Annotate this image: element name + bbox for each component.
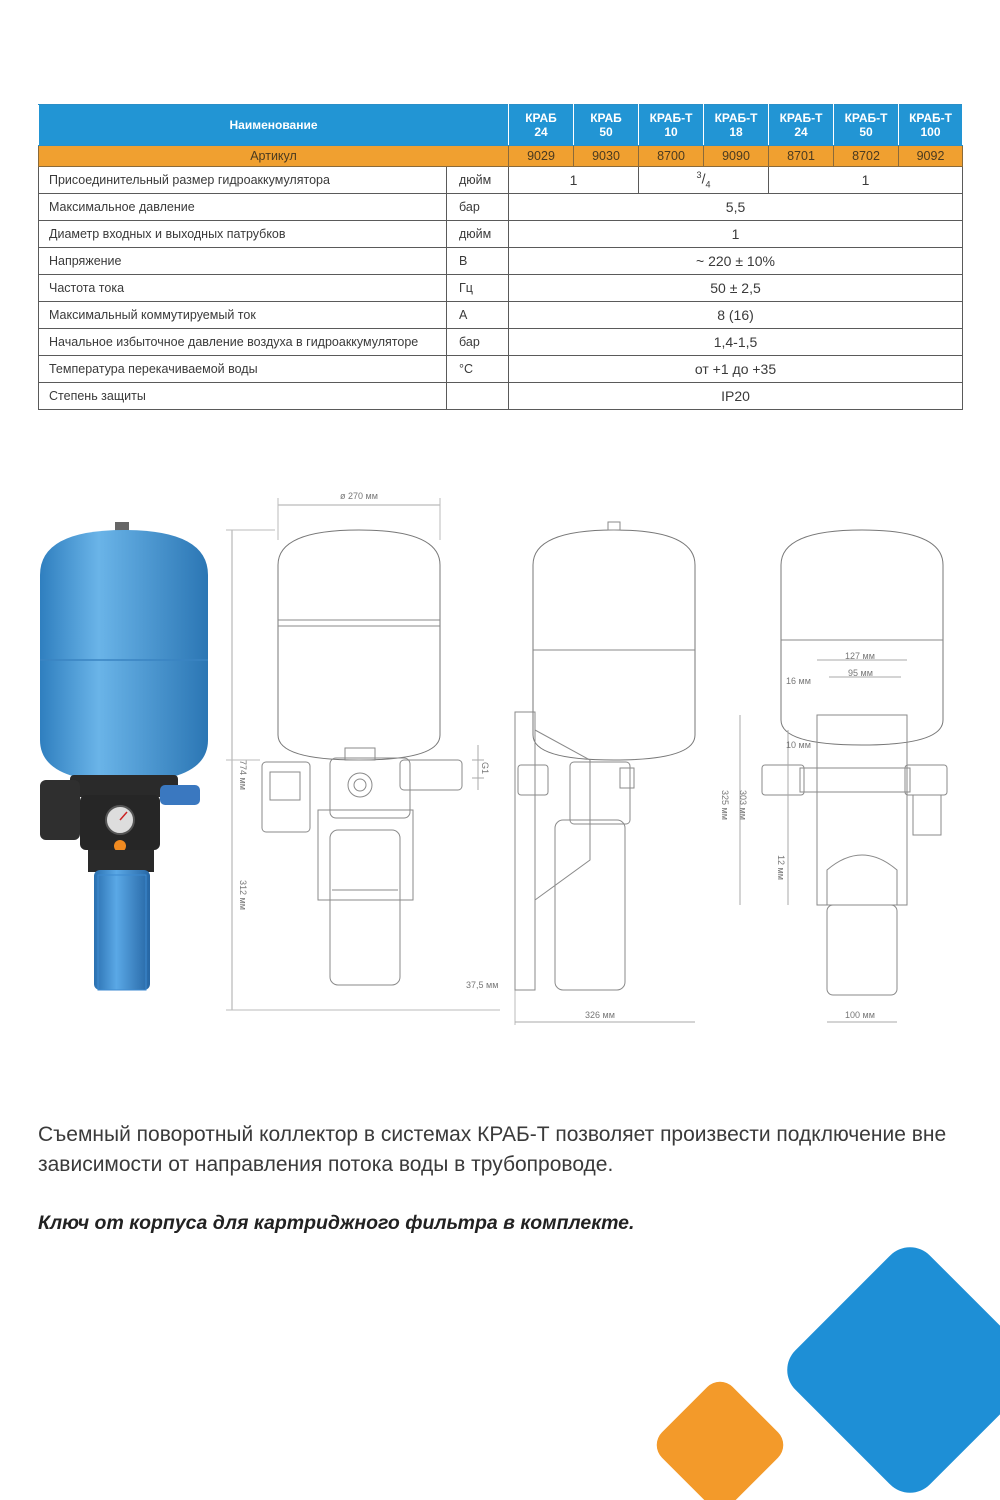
dim-g1-label: G1 [480, 762, 490, 775]
param-name: Диаметр входных и выходных патрубков [39, 221, 447, 248]
param-value: IP20 [509, 383, 963, 410]
param-unit: бар [447, 329, 509, 356]
param-unit: дюйм [447, 221, 509, 248]
technical-drawing-back [740, 530, 947, 1022]
param-name: Степень защиты [39, 383, 447, 410]
param-unit: Гц [447, 275, 509, 302]
param-value: от +1 до +35 [509, 356, 963, 383]
header-name: Наименование [39, 105, 509, 146]
param-unit: дюйм [447, 167, 509, 194]
param-name: Максимальный коммутируемый ток [39, 302, 447, 329]
dim-height-label: 774 мм [238, 760, 248, 790]
note-text: Ключ от корпуса для картриджного фильтра в комплекте. [38, 1212, 635, 1234]
dim-16-label: 16 мм [786, 676, 811, 686]
header-model: КРАБ-Т 18 [704, 105, 769, 146]
article-value: 8701 [769, 146, 834, 167]
dim-10-label: 10 мм [786, 740, 811, 750]
param-name: Начальное избыточное давление воздуха в гидроаккумуляторе [39, 329, 447, 356]
dim-lower-label: 312 мм [238, 880, 248, 910]
dim-diameter-label: ø 270 мм [340, 491, 378, 501]
param-value: 1 [769, 167, 963, 194]
dim-127-label: 127 мм [845, 651, 875, 661]
article-label: Артикул [39, 146, 509, 167]
article-value: 9030 [574, 146, 639, 167]
param-value: 1 [509, 221, 963, 248]
param-value: 5,5 [509, 194, 963, 221]
param-value: 50 ± 2,5 [509, 275, 963, 302]
technical-drawing-side [515, 522, 695, 1022]
param-name: Максимальное давление [39, 194, 447, 221]
product-photo [40, 522, 208, 990]
param-value: ~ 220 ± 10% [509, 248, 963, 275]
technical-drawing-front [226, 498, 515, 1025]
deco-orange-diamond [649, 1374, 790, 1500]
dim-12-label: 12 мм [776, 855, 786, 880]
header-model: КРАБ-Т 100 [899, 105, 963, 146]
param-unit: °С [447, 356, 509, 383]
dim-303-label: 303 мм [738, 790, 748, 820]
deco-blue-diamond [776, 1236, 1000, 1500]
description-text: Съемный поворотный коллектор в системах КРАБ-Т позволяет произвести подключение вне зависимости от направления потока воды в трубопроводе. [38, 1123, 947, 1176]
param-name: Частота тока [39, 275, 447, 302]
dim-offset-label: 37,5 мм [466, 980, 499, 990]
dim-100-label: 100 мм [845, 1010, 875, 1020]
param-name: Присоединительный размер гидроаккумулятора [39, 167, 447, 194]
article-value: 9092 [899, 146, 963, 167]
header-model: КРАБ 50 [574, 105, 639, 146]
article-value: 8702 [834, 146, 899, 167]
dim-325-label: 325 мм [720, 790, 730, 820]
param-value: $^3/_4$ [639, 167, 769, 194]
header-model: КРАБ 24 [509, 105, 574, 146]
dim-width-label: 326 мм [585, 1010, 615, 1020]
param-value: 1 [509, 167, 639, 194]
header-model: КРАБ-Т 50 [834, 105, 899, 146]
header-model: КРАБ-Т 24 [769, 105, 834, 146]
param-value: 8 (16) [509, 302, 963, 329]
param-unit: бар [447, 194, 509, 221]
param-name: Температура перекачиваемой воды [39, 356, 447, 383]
param-value: 1,4-1,5 [509, 329, 963, 356]
param-unit: В [447, 248, 509, 275]
param-unit: А [447, 302, 509, 329]
header-model: КРАБ-Т 10 [639, 105, 704, 146]
article-value: 9029 [509, 146, 574, 167]
param-name: Напряжение [39, 248, 447, 275]
article-value: 9090 [704, 146, 769, 167]
article-value: 8700 [639, 146, 704, 167]
dim-95-label: 95 мм [848, 668, 873, 678]
